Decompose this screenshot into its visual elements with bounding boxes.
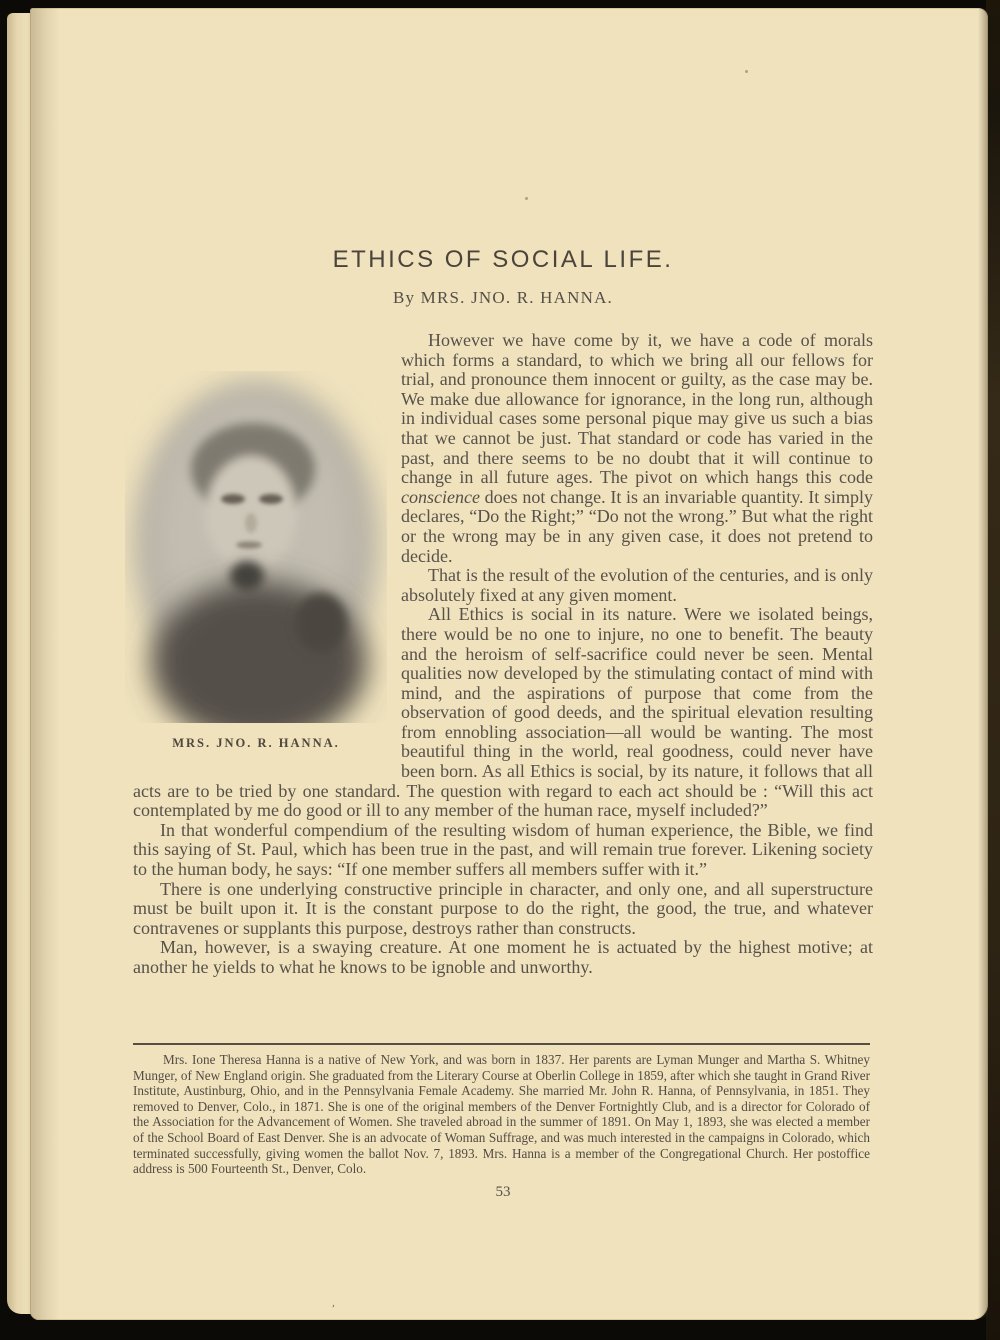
portrait-photo [125, 371, 387, 723]
paragraph-5: There is one underlying constructive principle in character, and only one, and all superstructure must be built upon it. It is the constant purpose to do the right, the good, the true, and whatever contravenes or supplants this purpose, destroys rather than constructs. [133, 878, 873, 938]
paragraph-1-italic-word: conscience [401, 486, 480, 507]
portrait-caption: MRS. JNO. R. HANNA. [172, 735, 340, 750]
article [133, 246, 873, 978]
paragraph-4: In that wonderful compendium of the resulting wisdom of human experience, the Bible, we find this saying of St. Paul, which has been true in the past, and will remain true forever. Likening society to the human body, he says: “If one member suffers all members suffer with it.” [133, 819, 873, 880]
paragraph-2: That is the result of the evolution of the centuries, and is only absolutely fixed at any given moment. [401, 565, 873, 605]
article-byline: By MRS. JNO. R. HANNA. [392, 288, 614, 307]
page-title: ETHICS OF SOCIAL LIFE. [332, 246, 674, 273]
footnote-block [133, 1043, 870, 1177]
footnote-text: Mrs. Ione Theresa Hanna is a native of New York, and was born in 1837. Her parents are Lyman Munger and Martha S. Whitney Munger, of New England origin. She graduated from the Literary Course at Oberlin College in 1859, after which she taught in Grand River Institute, Austinburg, Ohio, and in the Pennsylvania Female Academy. She married Mr. John R. Hanna, of Pennsylvania, in 1851. They removed to Denver, Colo., in 1871. She is one of the original members of the Denver Fortnightly Club, and is a director for Colorado of the Association for the Advancement of Women. She traveled abroad in the summer of 1891. On May 1, 1893, she was elected a member of the School Board of East Denver. She is an advocate of Woman Suffrage, and was much interested in the campaigns in Colorado, which terminated successfully, giving women the ballot Nov. 7, 1893. Mrs. Hanna is a member of the Congregational Church. Her postoffice address is 500 Fourteenth St., Denver, Colo. [133, 1052, 870, 1177]
paragraph-1-text-b: does not change. It is an invariable quantity. It simply declares, “Do the Right;” “Do not the wrong.” But what the right or the wrong may be in any given case, it does not pretend to decide. [401, 486, 873, 566]
paragraph-6: Man, however, is a swaying creature. At one moment he is actuated by the highest motive; at another he yields to what he knows to be ignoble and unworthy. [133, 937, 873, 977]
article-body [133, 331, 873, 978]
footnote-divider [133, 1043, 870, 1045]
book-page [30, 8, 988, 1320]
scan-artifact-mark: ʾ [327, 1301, 337, 1318]
portrait-figure [125, 371, 387, 753]
paragraph-1-text-a: However we have come by it, we have a code of morals which forms a standard, to which we bring all our fellows for trial, and pronounce them innocent or guilty, as the case may be. We make due allowance for ignorance, in the long run, although in individual cases some personal pique may give us such a bias that we cannot be just. That standard or code has varied in the past, and there seems to be no doubt that it will continue to change in all future ages. The pivot on which hangs this code [401, 330, 873, 488]
paper-speck [745, 70, 748, 73]
book-cover-edge [986, 0, 1000, 1340]
paragraph-3: All Ethics is social in its nature. Were we isolated beings, there would be no one to injure, no one to benefit. The beauty and the heroism of self-sacrifice could never be seen. Mental qualities now developed by the stimulating contact of mind with mind, and the aspirations of purpose that come from the observation of good deeds, and the spiritual elevation resulting from ennobling association—all would be wanting. The most beautiful thing in the world, real goodness, could never have been born. As all Ethics is social, by its nature, it follows that all acts are to be tried by one standard. The question with regard to each act should be : “Will this act contemplated by me do good or ill to any member of the human race, myself included?” [133, 604, 873, 821]
paper-speck [525, 197, 528, 200]
page-number: 53 [495, 1184, 511, 1200]
